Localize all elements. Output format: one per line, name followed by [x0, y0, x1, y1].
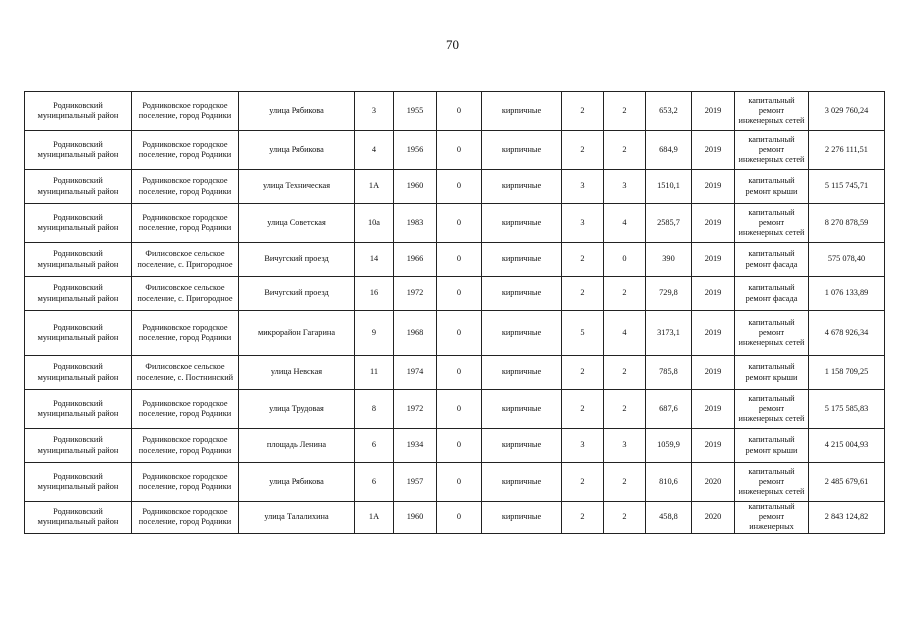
- cell-entrances: 2: [604, 502, 646, 534]
- cell-plan-year: 2019: [692, 311, 735, 356]
- cell-col6: 0: [437, 92, 482, 131]
- cell-floors: 3: [562, 170, 604, 204]
- cell-entrances: 2: [604, 131, 646, 170]
- cell-house: 10а: [355, 204, 394, 243]
- cell-district: Родниковский муниципальный район: [25, 356, 132, 390]
- cell-settlement: Филисовское сельское поселение, с. Постнинский: [132, 356, 239, 390]
- table-row: [25, 277, 885, 311]
- cell-material: кирпичные: [482, 502, 562, 534]
- page-number: 70: [446, 37, 459, 52]
- cell-settlement: Родниковское городское поселение, город Родники: [132, 429, 239, 463]
- table-row: [25, 463, 885, 502]
- table-row: [25, 92, 885, 131]
- cell-area: 2585,7: [646, 204, 692, 243]
- cell-col6: 0: [437, 463, 482, 502]
- cell-material: кирпичные: [482, 170, 562, 204]
- cell-street: микрорайон Гагарина: [239, 311, 355, 356]
- cell-col6: 0: [437, 170, 482, 204]
- cell-floors: 3: [562, 204, 604, 243]
- cell-plan-year: 2019: [692, 429, 735, 463]
- cell-cost: 5 115 745,71: [809, 170, 885, 204]
- cell-cost: 3 029 760,24: [809, 92, 885, 131]
- cell-district: Родниковский муниципальный район: [25, 277, 132, 311]
- cell-house: 9: [355, 311, 394, 356]
- cell-floors: 2: [562, 277, 604, 311]
- cell-year: 1974: [394, 356, 437, 390]
- cell-district: Родниковский муниципальный район: [25, 390, 132, 429]
- cell-work: капитальный ремонт крыши: [735, 356, 809, 390]
- cell-entrances: 2: [604, 92, 646, 131]
- cell-cost: 4 215 004,93: [809, 429, 885, 463]
- cell-col6: 0: [437, 502, 482, 534]
- cell-entrances: 4: [604, 204, 646, 243]
- cell-year: 1972: [394, 277, 437, 311]
- cell-cost: 1 158 709,25: [809, 356, 885, 390]
- table-row: [25, 429, 885, 463]
- cell-street: улица Рябикова: [239, 131, 355, 170]
- table-row: [25, 170, 885, 204]
- cell-plan-year: 2020: [692, 463, 735, 502]
- cell-entrances: 3: [604, 429, 646, 463]
- cell-cost: 2 276 111,51: [809, 131, 885, 170]
- cell-street: улица Талалихина: [239, 502, 355, 534]
- cell-area: 785,8: [646, 356, 692, 390]
- cell-area: 729,8: [646, 277, 692, 311]
- cell-district: Родниковский муниципальный район: [25, 92, 132, 131]
- cell-house: 14: [355, 243, 394, 277]
- cell-floors: 2: [562, 131, 604, 170]
- cell-street: улица Рябикова: [239, 92, 355, 131]
- cell-area: 1059,9: [646, 429, 692, 463]
- table-row: [25, 502, 885, 534]
- cell-plan-year: 2019: [692, 390, 735, 429]
- cell-area: 458,8: [646, 502, 692, 534]
- cell-plan-year: 2020: [692, 502, 735, 534]
- cell-plan-year: 2019: [692, 170, 735, 204]
- cell-settlement: Родниковское городское поселение, город Родники: [132, 92, 239, 131]
- cell-settlement: Родниковское городское поселение, город Родники: [132, 463, 239, 502]
- cell-entrances: 2: [604, 277, 646, 311]
- cell-material: кирпичные: [482, 131, 562, 170]
- cell-floors: 5: [562, 311, 604, 356]
- cell-settlement: Родниковское городское поселение, город Родники: [132, 131, 239, 170]
- cell-area: 390: [646, 243, 692, 277]
- table-row: [25, 131, 885, 170]
- cell-house: 6: [355, 463, 394, 502]
- cell-col6: 0: [437, 311, 482, 356]
- cell-col6: 0: [437, 243, 482, 277]
- cell-col6: 0: [437, 356, 482, 390]
- cell-work: капитальный ремонт инженерных: [735, 502, 809, 534]
- cell-area: 653,2: [646, 92, 692, 131]
- cell-district: Родниковский муниципальный район: [25, 311, 132, 356]
- cell-cost: 4 678 926,34: [809, 311, 885, 356]
- cell-area: 1510,1: [646, 170, 692, 204]
- cell-material: кирпичные: [482, 243, 562, 277]
- cell-house: 1А: [355, 502, 394, 534]
- cell-house: 1А: [355, 170, 394, 204]
- cell-entrances: 3: [604, 170, 646, 204]
- cell-settlement: Родниковское городское поселение, город Родники: [132, 390, 239, 429]
- cell-cost: 1 076 133,89: [809, 277, 885, 311]
- cell-street: улица Рябикова: [239, 463, 355, 502]
- cell-year: 1934: [394, 429, 437, 463]
- cell-material: кирпичные: [482, 356, 562, 390]
- cell-district: Родниковский муниципальный район: [25, 429, 132, 463]
- cell-cost: 8 270 878,59: [809, 204, 885, 243]
- cell-cost: 2 485 679,61: [809, 463, 885, 502]
- cell-floors: 2: [562, 356, 604, 390]
- cell-work: капитальный ремонт крыши: [735, 170, 809, 204]
- cell-house: 16: [355, 277, 394, 311]
- cell-material: кирпичные: [482, 92, 562, 131]
- cell-settlement: Родниковское городское поселение, город Родники: [132, 204, 239, 243]
- cell-year: 1972: [394, 390, 437, 429]
- cell-settlement: Родниковское городское поселение, город Родники: [132, 170, 239, 204]
- cell-material: кирпичные: [482, 204, 562, 243]
- cell-area: 687,6: [646, 390, 692, 429]
- cell-plan-year: 2019: [692, 356, 735, 390]
- cell-year: 1968: [394, 311, 437, 356]
- cell-floors: 2: [562, 390, 604, 429]
- housing-repair-table: [24, 91, 885, 534]
- cell-material: кирпичные: [482, 277, 562, 311]
- cell-entrances: 2: [604, 463, 646, 502]
- cell-district: Родниковский муниципальный район: [25, 204, 132, 243]
- cell-district: Родниковский муниципальный район: [25, 243, 132, 277]
- cell-cost: 5 175 585,83: [809, 390, 885, 429]
- table-row: [25, 311, 885, 356]
- cell-house: 6: [355, 429, 394, 463]
- cell-work: капитальный ремонт фасада: [735, 243, 809, 277]
- cell-floors: 2: [562, 463, 604, 502]
- cell-area: 3173,1: [646, 311, 692, 356]
- cell-entrances: 2: [604, 390, 646, 429]
- cell-street: площадь Ленина: [239, 429, 355, 463]
- cell-cost: 2 843 124,82: [809, 502, 885, 534]
- cell-floors: 2: [562, 92, 604, 131]
- cell-street: Вичугский проезд: [239, 277, 355, 311]
- table-row: [25, 356, 885, 390]
- cell-plan-year: 2019: [692, 277, 735, 311]
- cell-settlement: Филисовское сельское поселение, с. Пригородное: [132, 243, 239, 277]
- cell-floors: 2: [562, 502, 604, 534]
- cell-work: капитальный ремонт крыши: [735, 429, 809, 463]
- cell-street: улица Невская: [239, 356, 355, 390]
- cell-material: кирпичные: [482, 429, 562, 463]
- cell-floors: 3: [562, 429, 604, 463]
- cell-house: 8: [355, 390, 394, 429]
- table-row: [25, 204, 885, 243]
- cell-street: Вичугский проезд: [239, 243, 355, 277]
- table-body: [25, 92, 885, 534]
- cell-area: 684,9: [646, 131, 692, 170]
- cell-settlement: Родниковское городское поселение, город Родники: [132, 502, 239, 534]
- cell-house: 3: [355, 92, 394, 131]
- cell-work: капитальный ремонт инженерных сетей: [735, 311, 809, 356]
- cell-district: Родниковский муниципальный район: [25, 131, 132, 170]
- table-row: [25, 243, 885, 277]
- cell-col6: 0: [437, 131, 482, 170]
- cell-entrances: 4: [604, 311, 646, 356]
- cell-house: 11: [355, 356, 394, 390]
- cell-material: кирпичные: [482, 390, 562, 429]
- cell-plan-year: 2019: [692, 204, 735, 243]
- cell-plan-year: 2019: [692, 92, 735, 131]
- cell-district: Родниковский муниципальный район: [25, 170, 132, 204]
- cell-work: капитальный ремонт инженерных сетей: [735, 463, 809, 502]
- cell-house: 4: [355, 131, 394, 170]
- cell-year: 1955: [394, 92, 437, 131]
- cell-work: капитальный ремонт инженерных сетей: [735, 92, 809, 131]
- cell-entrances: 0: [604, 243, 646, 277]
- cell-year: 1960: [394, 502, 437, 534]
- cell-material: кирпичные: [482, 463, 562, 502]
- cell-street: улица Трудовая: [239, 390, 355, 429]
- cell-plan-year: 2019: [692, 243, 735, 277]
- cell-year: 1966: [394, 243, 437, 277]
- cell-work: капитальный ремонт инженерных сетей: [735, 204, 809, 243]
- cell-year: 1957: [394, 463, 437, 502]
- cell-district: Родниковский муниципальный район: [25, 502, 132, 534]
- cell-street: улица Советская: [239, 204, 355, 243]
- cell-work: капитальный ремонт инженерных сетей: [735, 390, 809, 429]
- cell-work: капитальный ремонт фасада: [735, 277, 809, 311]
- cell-col6: 0: [437, 390, 482, 429]
- cell-area: 810,6: [646, 463, 692, 502]
- cell-entrances: 2: [604, 356, 646, 390]
- cell-col6: 0: [437, 277, 482, 311]
- cell-settlement: Родниковское городское поселение, город Родники: [132, 311, 239, 356]
- cell-year: 1983: [394, 204, 437, 243]
- table-row: [25, 390, 885, 429]
- cell-street: улица Техническая: [239, 170, 355, 204]
- cell-year: 1960: [394, 170, 437, 204]
- cell-floors: 2: [562, 243, 604, 277]
- cell-district: Родниковский муниципальный район: [25, 463, 132, 502]
- cell-year: 1956: [394, 131, 437, 170]
- cell-col6: 0: [437, 204, 482, 243]
- cell-material: кирпичные: [482, 311, 562, 356]
- cell-cost: 575 078,40: [809, 243, 885, 277]
- cell-settlement: Филисовское сельское поселение, с. Пригородное: [132, 277, 239, 311]
- cell-col6: 0: [437, 429, 482, 463]
- cell-work: капитальный ремонт инженерных сетей: [735, 131, 809, 170]
- cell-plan-year: 2019: [692, 131, 735, 170]
